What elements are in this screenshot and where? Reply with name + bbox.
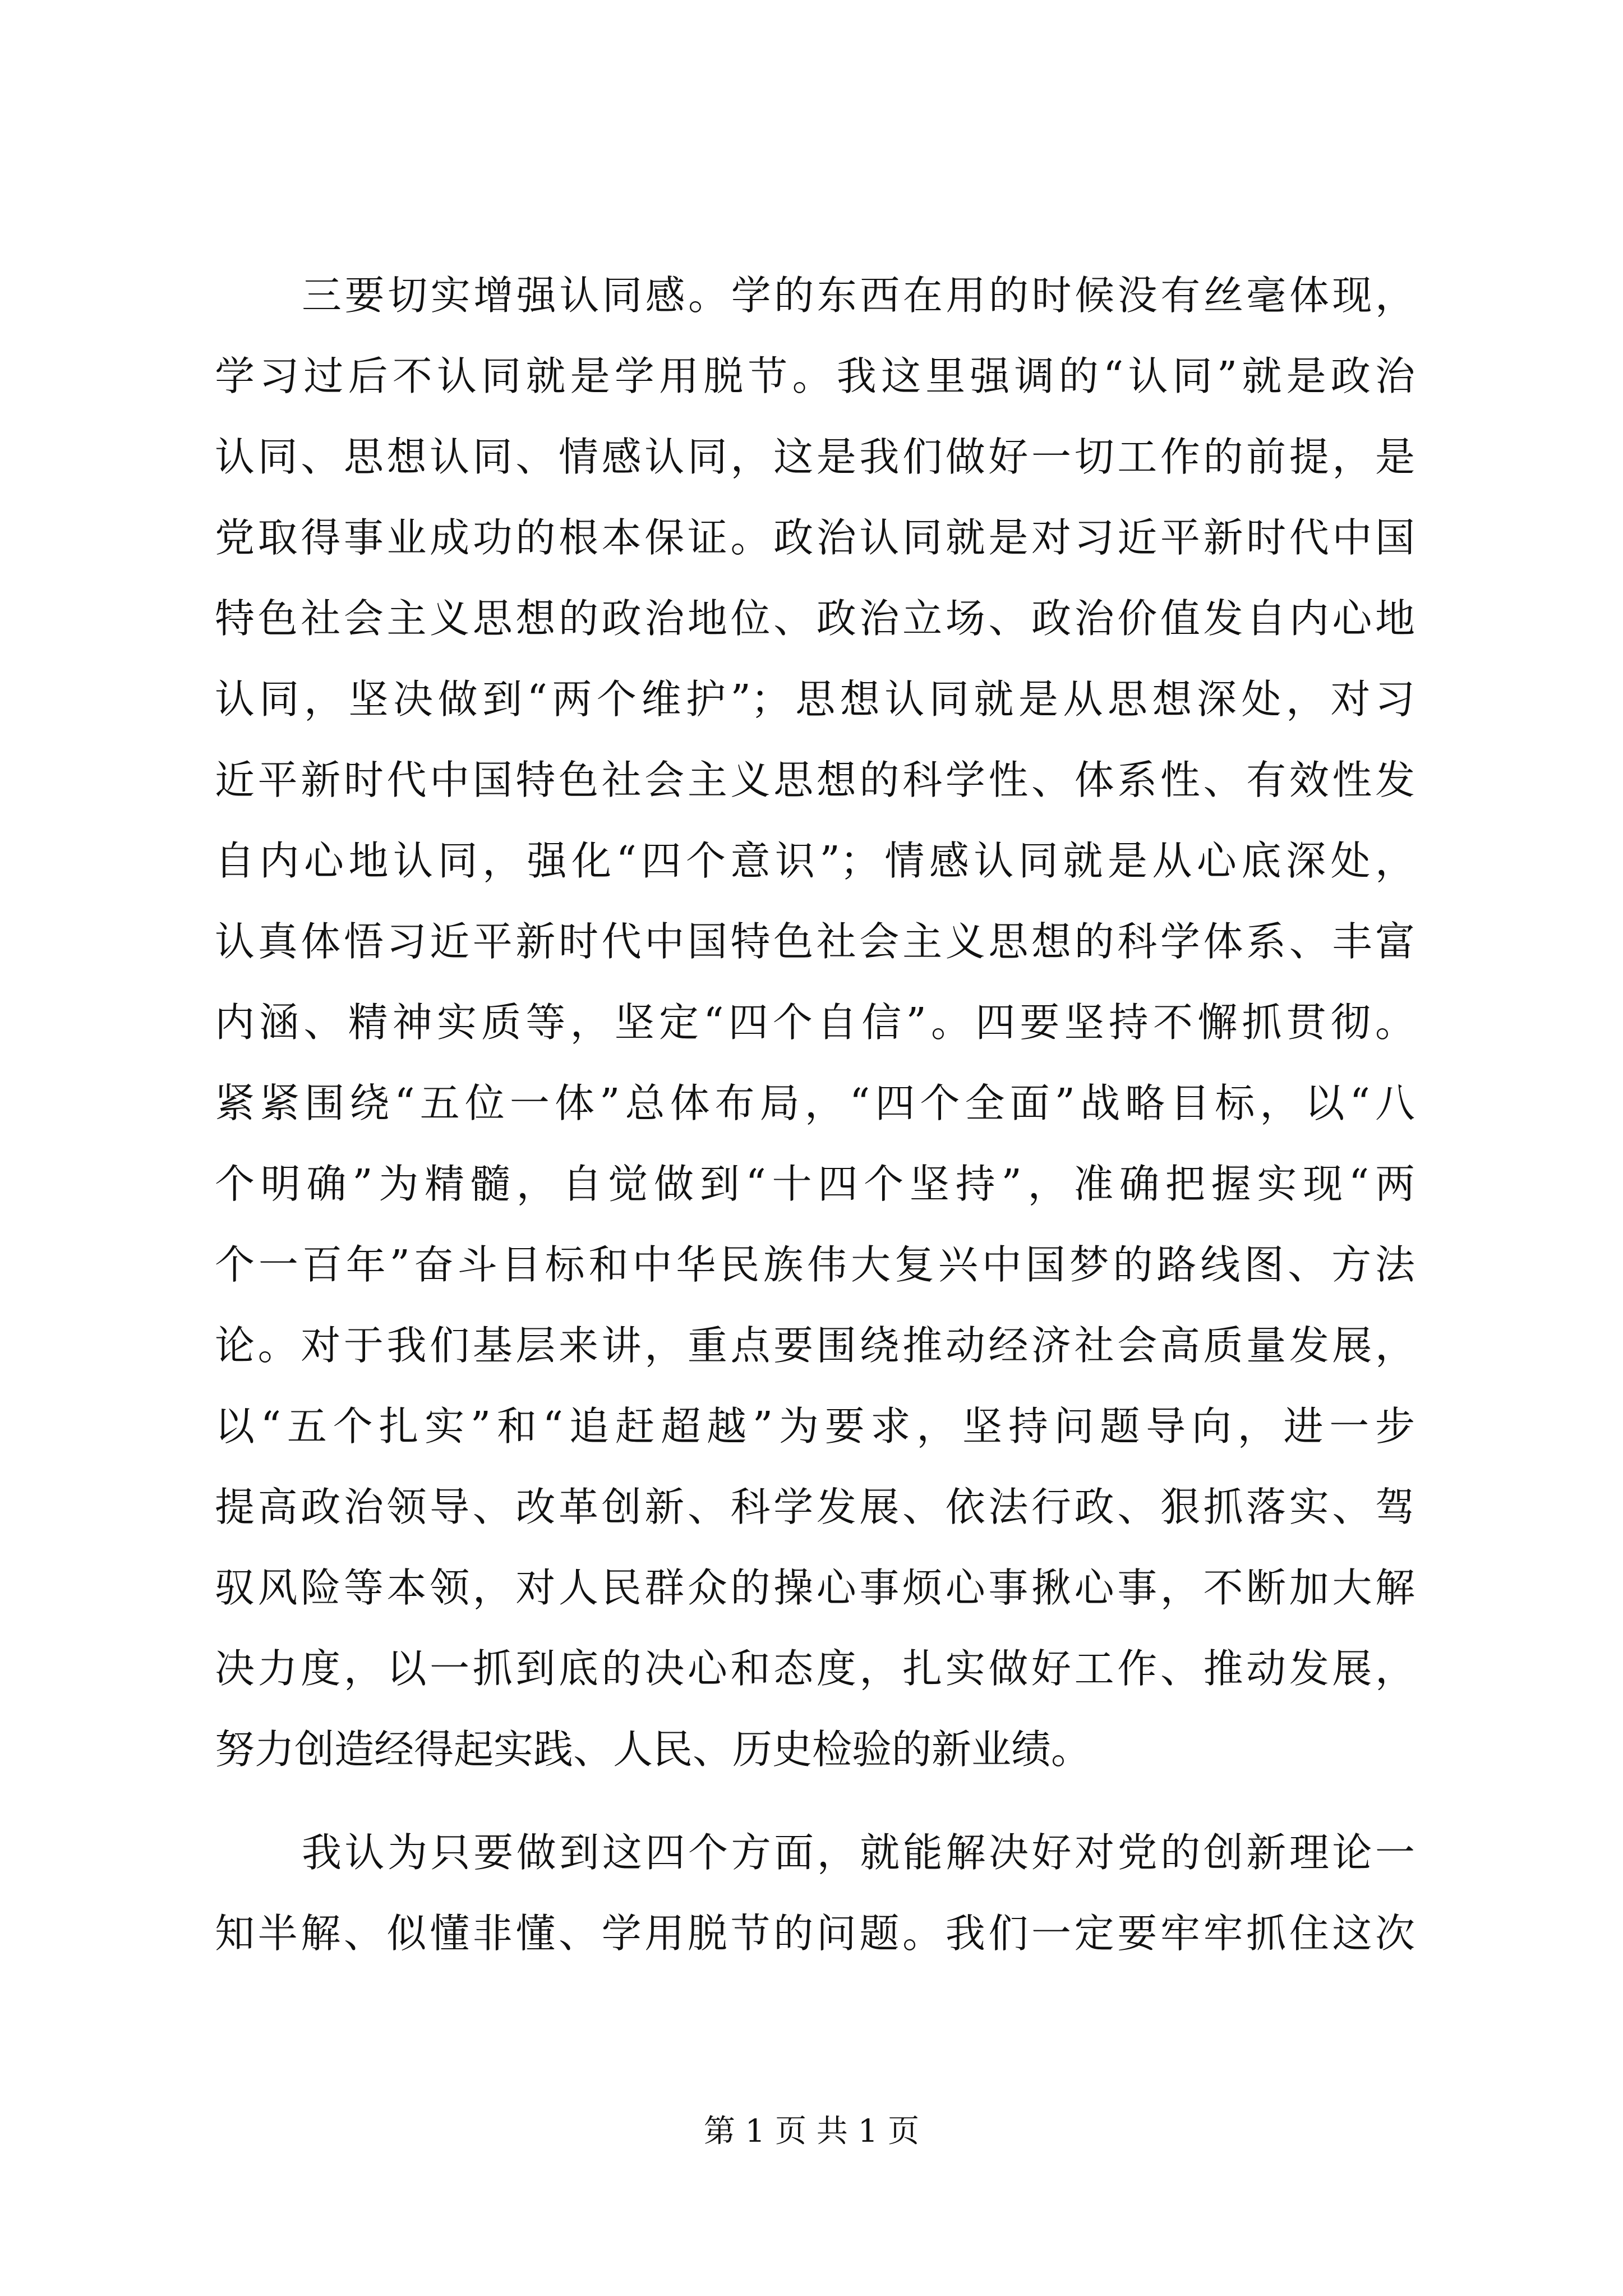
text-line: 我认为只要做到这四个方面，就能解决好对党的创新理论一	[302, 1829, 1415, 1876]
text-line: 内涵、精神实质等，坚定“四个自信”。四要坚持不懈抓贯彻。	[215, 999, 1415, 1046]
text-line: 个明确”为精髓，自觉做到“十四个坚持”，准确把握实现“两	[215, 1161, 1415, 1207]
text-line: 驭风险等本领，对人民群众的操心事烦心事揪心事，不断加大解	[215, 1565, 1415, 1611]
text-line: 党取得事业成功的根本保证。政治认同就是对习近平新时代中国	[215, 514, 1415, 561]
text-line: 努力创造经得起实践、人民、历史检验的新业绩。	[215, 1726, 1091, 1773]
text-line: 近平新时代中国特色社会主义思想的科学性、体系性、有效性发	[215, 757, 1415, 803]
text-line: 认同，坚决做到“两个维护”；思想认同就是从思想深处，对习	[215, 676, 1415, 723]
text-line: 认同、思想认同、情感认同，这是我们做好一切工作的前提，是	[215, 434, 1415, 480]
paragraph-gap	[215, 1790, 1415, 1812]
text-line: 学习过后不认同就是学用脱节。我这里强调的“认同”就是政治	[215, 353, 1415, 399]
text-line: 特色社会主义思想的政治地位、政治立场、政治价值发自内心地	[215, 595, 1415, 642]
text-line: 自内心地认同，强化“四个意识”；情感认同就是从心底深处，	[215, 838, 1415, 884]
body-text	[215, 255, 1415, 1974]
text-line: 紧紧围绕“五位一体”总体布局，“四个全面”战略目标，以“八	[215, 1080, 1415, 1126]
text-line: 论。对于我们基层来讲，重点要围绕推动经济社会高质量发展，	[215, 1322, 1415, 1369]
text-line: 认真体悟习近平新时代中国特色社会主义思想的科学体系、丰富	[215, 918, 1415, 965]
text-line: 三要切实增强认同感。学的东西在用的时候没有丝毫体现，	[302, 272, 1415, 319]
text-line: 知半解、似懂非懂、学用脱节的问题。我们一定要牢牢抓住这次	[215, 1910, 1415, 1957]
text-line: 提高政治领导、改革创新、科学发展、依法行政、狠抓落实、驾	[215, 1484, 1415, 1530]
text-line: 决力度，以一抓到底的决心和态度，扎实做好工作、推动发展，	[215, 1645, 1415, 1692]
text-line: 以“五个扎实”和“追赶超越”为要求，坚持问题导向，进一步	[215, 1403, 1415, 1450]
text-line: 个一百年”奋斗目标和中华民族伟大复兴中国梦的路线图、方法	[215, 1241, 1415, 1288]
page-footer: 第 1 页 共 1 页	[703, 2113, 920, 2150]
